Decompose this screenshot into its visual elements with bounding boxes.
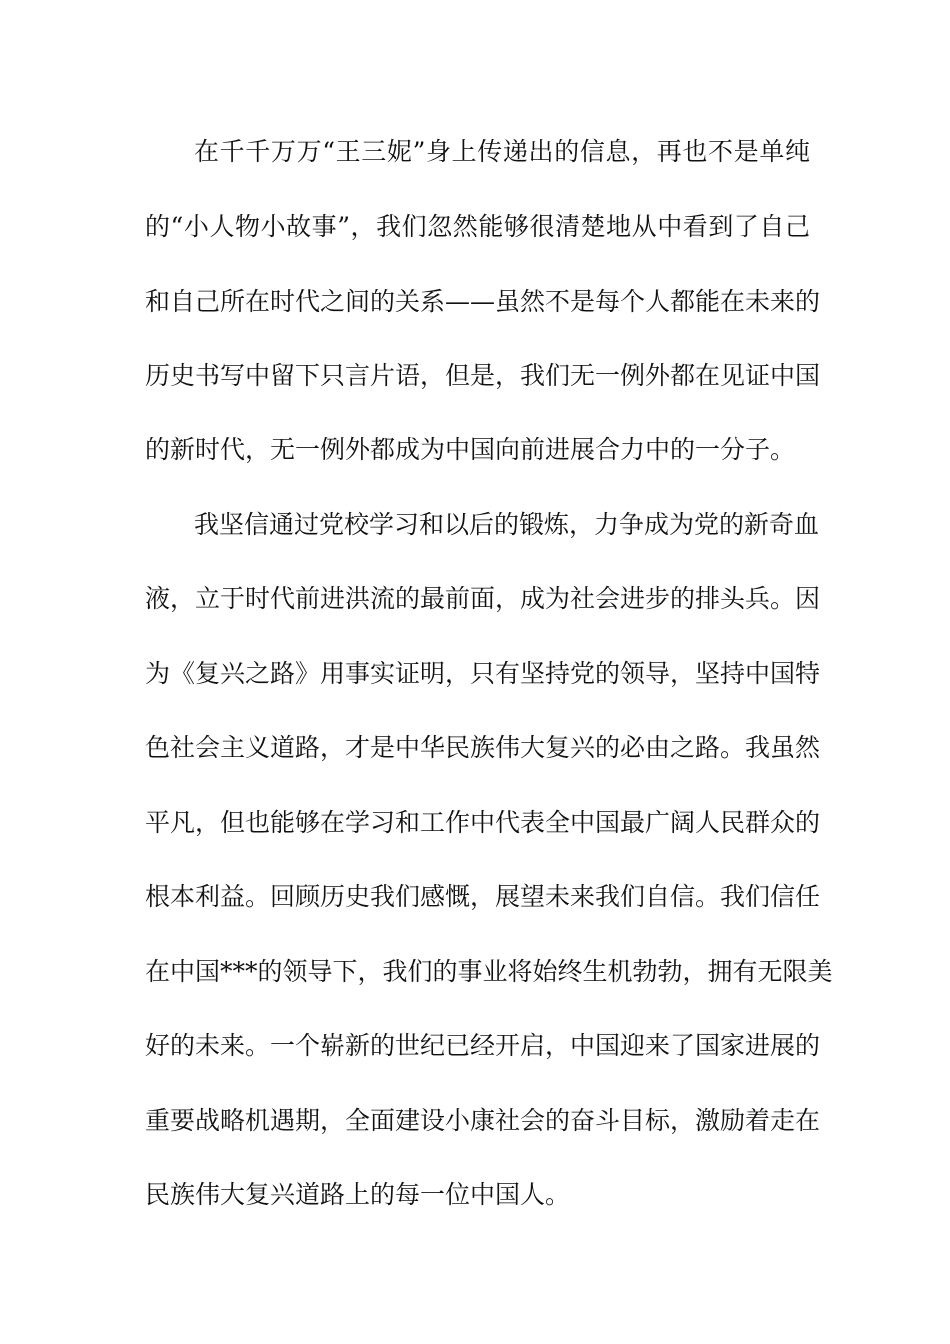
- paragraph-2-line-8: 好的未来。一个崭新的世纪已经开启，中国迎来了国家进展的: [145, 1031, 821, 1060]
- paragraph-1-line-3: 和自己所在时代之间的关系——虽然不是每个人都能在未来的: [145, 287, 821, 316]
- paragraph-2-line-10: 民族伟大复兴道路上的每一位中国人。: [145, 1180, 571, 1209]
- paragraph-2-line-3: 为《复兴之路》用事实证明，只有坚持党的领导，坚持中国特: [145, 659, 821, 688]
- paragraph-2-line-9: 重要战略机遇期，全面建设小康社会的奋斗目标，激励着走在: [145, 1106, 821, 1135]
- paragraph-2-line-1: 我坚信通过党校学习和以后的锻炼，力争成为党的新奇血: [194, 510, 820, 539]
- paragraph-2-line-2: 液，立于时代前进洪流的最前面，成为社会进步的排头兵。因: [145, 584, 821, 613]
- paragraph-2-line-4: 色社会主义道路，才是中华民族伟大复兴的必由之路。我虽然: [145, 733, 821, 762]
- paragraph-1-line-2: 的“小人物小故事”，我们忽然能够很清楚地从中看到了自己: [145, 212, 810, 241]
- paragraph-2-line-5: 平凡，但也能够在学习和工作中代表全中国最广阔人民群众的: [145, 808, 821, 837]
- paragraph-1-line-4: 历史书写中留下只言片语，但是，我们无一例外都在见证中国: [145, 361, 821, 390]
- paragraph-2-line-7: 在中国***的领导下，我们的事业将始终生机勃勃，拥有无限美: [145, 957, 833, 986]
- paragraph-1-line-1: 在千千万万“王三妮”身上传递出的信息，再也不是单纯: [194, 137, 810, 166]
- paragraph-2-line-6: 根本利益。回顾历史我们感慨，展望未来我们自信。我们信任: [145, 882, 821, 911]
- paragraph-1-line-5: 的新时代，无一例外都成为中国向前进展合力中的一分子。: [145, 435, 796, 464]
